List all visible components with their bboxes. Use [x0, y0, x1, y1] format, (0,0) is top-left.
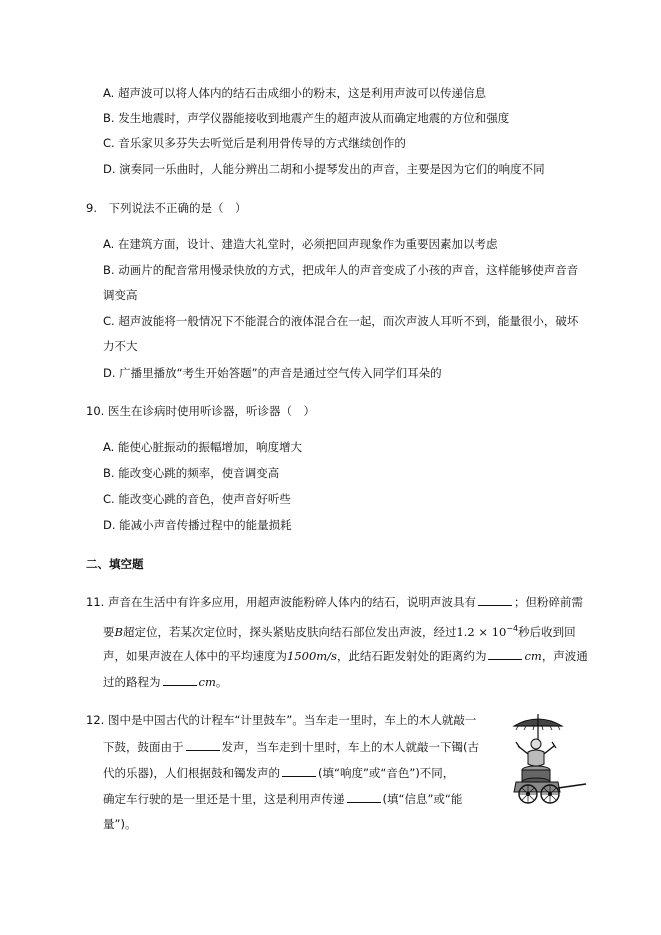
q12-line4 [103, 790, 462, 807]
q11-line1 [86, 593, 583, 610]
q9-stem: 9. 下列说法不正确的是（ ） [86, 201, 247, 215]
q11-text: 。 [215, 675, 228, 689]
q11-text: ，声波通 [541, 649, 588, 663]
q12-text: 代的乐器)，人们根据鼓和镯发声的 [103, 766, 280, 780]
q11-text: 秒后收到回 [518, 624, 576, 639]
q10-option-c: C. 能改变心跳的音色，使声音好听些 [103, 492, 291, 506]
answer-blank[interactable] [186, 738, 220, 751]
q11-time-exponent: −4 [506, 624, 519, 633]
q11-speed-value: 1500m/s [287, 649, 337, 663]
q10-stem: 10. 医生在诊病时使用听诊器，听诊器（ ） [86, 404, 315, 418]
q10-option-d: D. 能减小声音传播过程中的能量损耗 [103, 518, 292, 532]
q9-option-b-line2: 调变高 [103, 288, 138, 302]
q10-option-a: A. 能使心脏振动的振幅增加，响度增大 [103, 440, 302, 454]
q11-text: 要 [103, 624, 115, 639]
q12-text: 确定车行驶的是一里还是十里，这是利用声传递 [103, 792, 345, 806]
answer-blank[interactable] [347, 790, 381, 803]
section-heading-fill-in: 二、填空题 [86, 557, 144, 571]
answer-blank[interactable] [478, 593, 512, 606]
q11-line4 [103, 673, 227, 690]
q8-option-b: B. 发生地震时，声学仪器能接收到地震产生的超声波从而确定地震的方位和强度 [103, 111, 510, 125]
q11-text: 声，如果声波在人体中的平均速度为 [103, 649, 287, 663]
q8-option-a: A. 超声波可以将人体内的结石击成细小的粉末，这是利用声波可以传递信息 [103, 86, 486, 100]
q11-text: 11. 声音在生活中有许多应用，用超声波能粉碎人体内的结石，说明声波具有 [86, 595, 476, 609]
q12-line5: 量”)。 [103, 817, 137, 831]
q11-text: ，此结石距发射处的距离约为 [336, 649, 487, 663]
q11-text: 过的路程为 [103, 675, 161, 689]
q8-option-c: C. 音乐家贝多芬失去听觉后是利用骨传导的方式继续创作的 [103, 136, 406, 150]
q12-line1: 12. 图中是中国古代的计程车“计里鼓车”。当车走一里时，车上的木人就敲一 [86, 713, 477, 727]
q11-unit-cm: cm [524, 649, 542, 663]
q8-option-d: D. 演奏同一乐曲时，人能分辨出二胡和小提琴发出的声音，主要是因为它们的响度不同 [103, 162, 545, 176]
q12-text: 下鼓，鼓面由于 [103, 740, 184, 754]
answer-blank[interactable] [282, 764, 316, 777]
drum-cart-illustration [502, 712, 588, 804]
q11-text: 超定位，若某次定位时，探头紧贴皮肤向结石部位发出声波，经过 [122, 624, 457, 639]
q12-line3 [103, 764, 454, 781]
q12-text: 发声，当车走到十里时，车上的木人就敲一下镯(古 [221, 740, 479, 754]
q9-option-d: D. 广播里播放“考生开始答题”的声音是通过空气传入同学们耳朵的 [103, 366, 442, 380]
q11-line3 [103, 647, 588, 664]
q12-text: (填“响度”或“音色”)不同， [318, 766, 455, 780]
q11-line2 [103, 621, 576, 640]
answer-blank[interactable] [163, 673, 197, 686]
q12-line2 [103, 738, 479, 755]
drum-cart-figure [502, 712, 588, 804]
q11-time-value: 1.2 × 10 [456, 624, 507, 639]
q11-text: ；但粉碎前需 [513, 595, 583, 609]
q9-option-c-line2: 力不大 [103, 339, 138, 353]
q9-option-b-line1: B. 动画片的配音常用慢录快放的方式，把成年人的声音变成了小孩的声音，这样能够使声音音 [103, 263, 579, 277]
q10-option-b: B. 能改变心跳的频率，使音调变高 [103, 466, 280, 480]
q11-b-symbol: B [114, 624, 123, 639]
q12-text: (填“信息”或“能 [382, 792, 463, 806]
q11-unit-cm: cm [198, 675, 216, 689]
q9-option-a: A. 在建筑方面，设计、建造大礼堂时，必须把回声现象作为重要因素加以考虑 [103, 237, 498, 251]
q9-option-c-line1: C. 超声波能将一般情况下不能混合的液体混合在一起，而次声波人耳听不到，能量很小，破坏 [103, 314, 579, 328]
answer-blank[interactable] [488, 647, 522, 660]
